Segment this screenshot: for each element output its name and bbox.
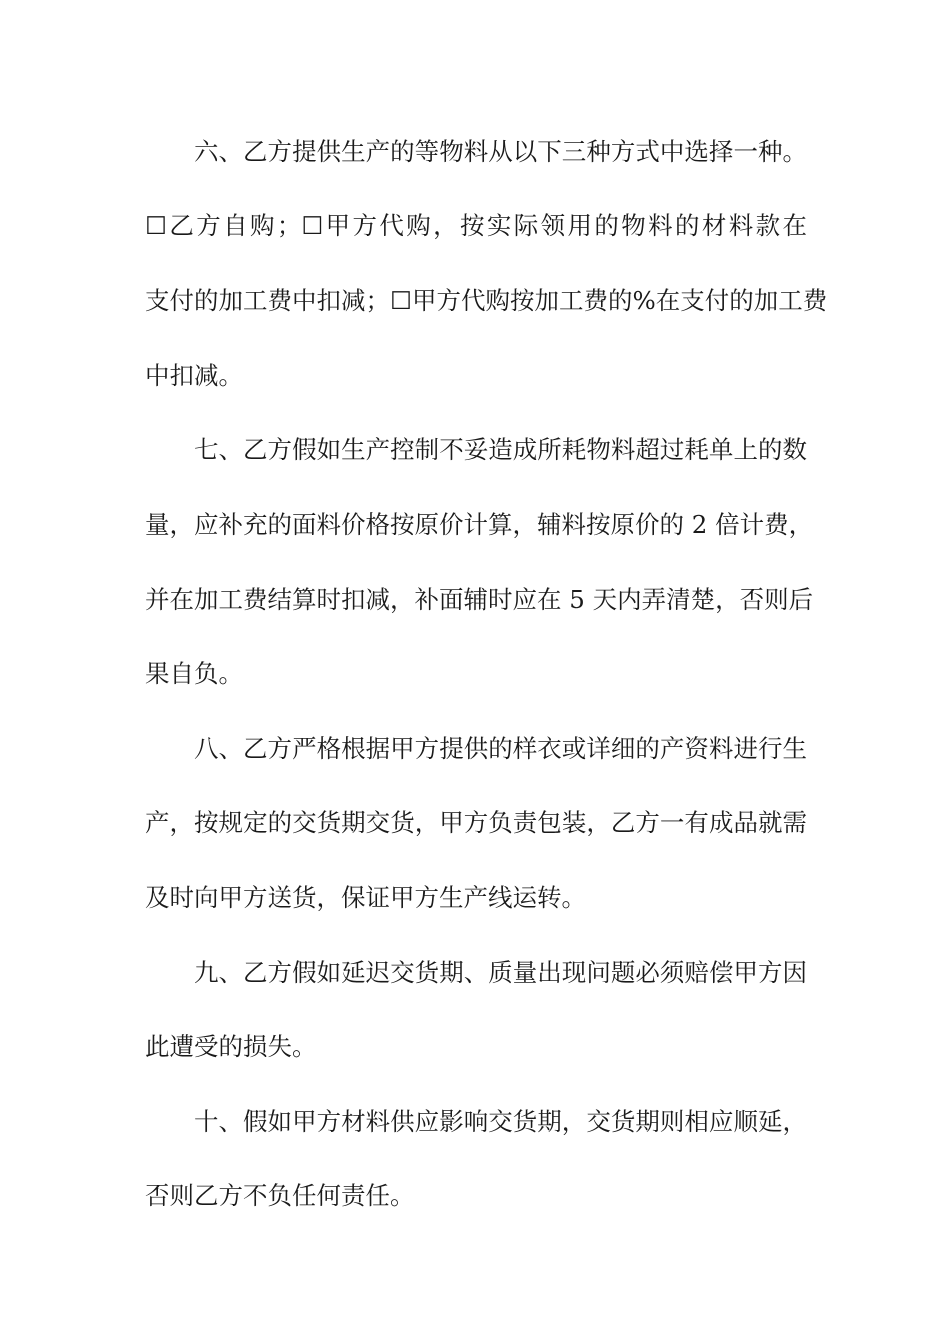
clause-8-line-3: 及时向甲方送货，保证甲方生产线运转。 [145,883,586,912]
clause-10-line-2: 否则乙方不负任何责任。 [145,1181,415,1210]
clause-6-line-1: 六、乙方提供生产的等物料从以下三种方式中选择一种。 [194,137,807,166]
clause-8-line-2: 产，按规定的交货期交货，甲方负责包装，乙方一有成品就需 [145,808,807,837]
clause-7-line-1: 七、乙方假如生产控制不妥造成所耗物料超过耗单上的数 [194,435,807,464]
clause-9-line-1: 九、乙方假如延迟交货期、质量出现问题必须赔偿甲方因 [194,958,807,987]
clause-6-line-2: ☐乙方自购；☐甲方代购，按实际领用的物料的材料款在 [145,211,807,240]
clause-6-line-4: 中扣减。 [145,361,243,390]
clause-7-line-4: 果自负。 [145,659,243,688]
clause-10-line-1: 十、假如甲方材料供应影响交货期，交货期则相应顺延， [194,1107,807,1136]
clause-9-line-2: 此遭受的损失。 [145,1032,317,1061]
clause-6-line-3: 支付的加工费中扣减；☐甲方代购按加工费的%在支付的加工费 [145,286,828,315]
clause-7-line-2: 量，应补充的面料价格按原价计算，辅料按原价的 2 倍计费， [145,510,814,539]
clause-7-line-3: 并在加工费结算时扣减，补面辅时应在 5 天内弄清楚，否则后 [145,585,814,614]
clause-8-line-1: 八、乙方严格根据甲方提供的样衣或详细的产资料进行生 [194,734,807,763]
